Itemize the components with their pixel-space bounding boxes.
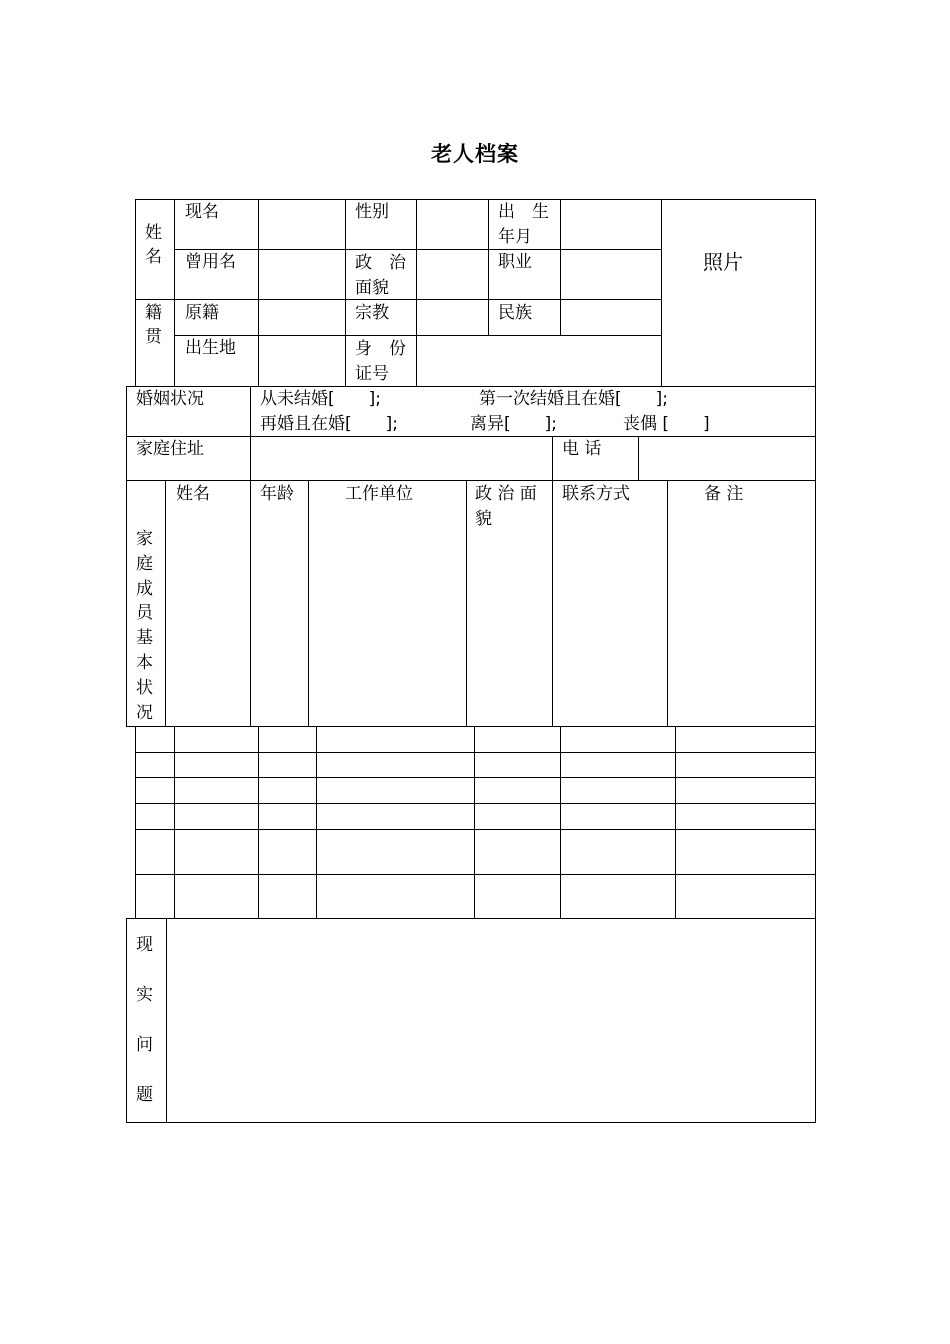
gender-label: 性别 <box>355 202 389 222</box>
issues-field[interactable] <box>166 918 816 1123</box>
origin-group-label: 籍贯 <box>145 303 162 347</box>
family-header-work: 工作单位 <box>345 484 413 504</box>
current-name-label: 现名 <box>185 202 219 222</box>
ethnicity-label: 民族 <box>498 303 532 323</box>
family-header-name: 姓名 <box>176 484 210 504</box>
marriage-option-remarried[interactable]: 再婚且在婚[ ]; <box>260 414 398 434</box>
former-name-label: 曾用名 <box>185 252 236 272</box>
marriage-option-widowed[interactable]: 丧偶 [ ] <box>623 414 710 434</box>
family-header-age: 年龄 <box>260 484 294 504</box>
religion-label: 宗教 <box>355 303 389 323</box>
family-label: 家庭成员基本状况 <box>136 529 153 723</box>
birth-label-line2: 年月 <box>498 227 532 247</box>
politics-label-line2: 面貌 <box>355 278 389 298</box>
address-label: 家庭住址 <box>136 439 204 459</box>
id-label-line1: 身 份 <box>355 339 406 359</box>
marriage-option-never[interactable]: 从未结婚[ ]; <box>260 389 381 409</box>
politics-label-line1: 政 治 <box>355 253 406 273</box>
occupation-label: 职业 <box>498 252 532 272</box>
birth-label-line1: 出 生 <box>498 202 549 222</box>
name-group-label: 姓名 <box>145 223 162 267</box>
id-label-line2: 证号 <box>355 364 389 384</box>
family-header-politics-line1: 政 治 面 <box>475 484 537 504</box>
marriage-option-divorced[interactable]: 离异[ ]; <box>470 414 557 434</box>
issues-label: 现实问题 <box>136 935 153 1105</box>
photo-label: 照片 <box>703 250 743 274</box>
native-place-label: 原籍 <box>185 303 219 323</box>
family-header-contact: 联系方式 <box>562 484 630 504</box>
page-title: 老人档案 <box>431 142 519 166</box>
birthplace-label: 出生地 <box>185 338 236 358</box>
family-header-politics-line2: 貌 <box>475 509 492 529</box>
family-header-remarks: 备 注 <box>704 484 744 504</box>
marriage-label: 婚姻状况 <box>136 389 204 409</box>
marriage-option-first[interactable]: 第一次结婚且在婚[ ]; <box>479 389 668 409</box>
phone-label: 电 话 <box>562 439 602 459</box>
